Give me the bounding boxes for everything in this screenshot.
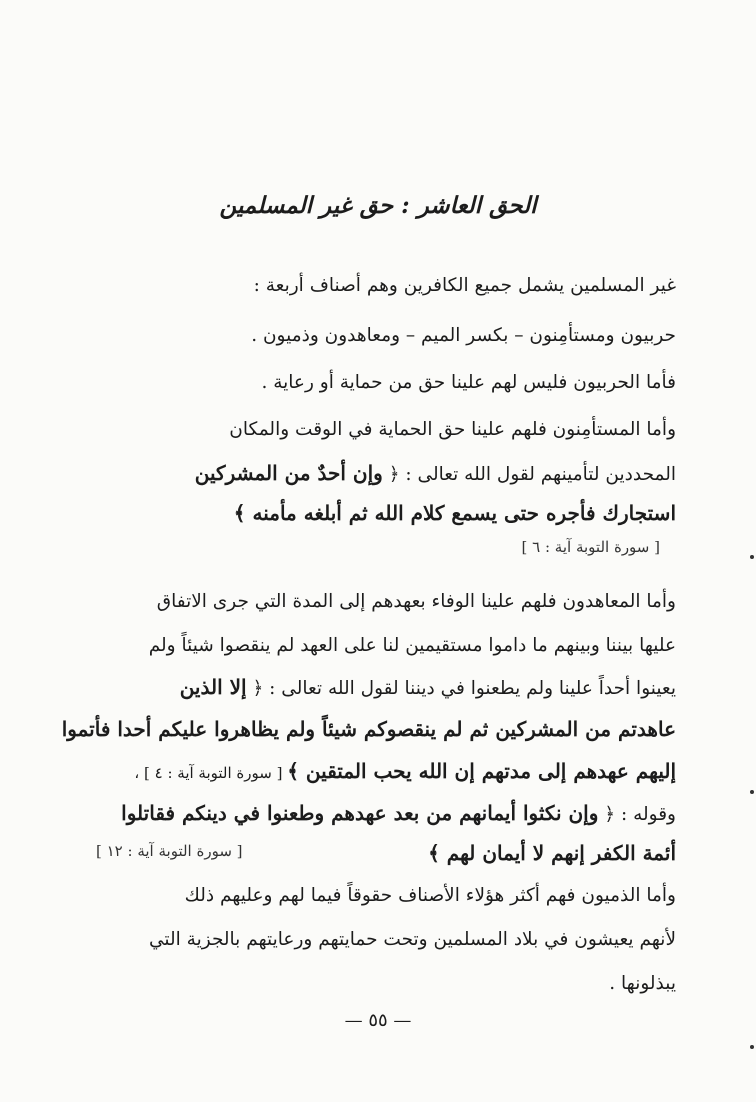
paragraph-line: يبذلونها . — [609, 973, 676, 994]
quran-verse: وإن نكثوا أيمانهم من بعد عهدهم وطعنوا في دينكم فقاتلوا — [121, 801, 599, 825]
paragraph-line: وأما المعاهدون فلهم علينا الوفاء بعهدهم إلى المدة التي جرى الاتفاق — [156, 591, 676, 612]
paragraph-line: وأما الذميون فهم أكثر هؤلاء الأصناف حقوقاً فيما لهم وعليهم ذلك — [184, 885, 676, 906]
quran-verse: إلا الذين — [179, 675, 247, 699]
paragraph-line: عليها بيننا وبينهم ما داموا مستقيمين لنا على العهد لم ينقصوا شيئاً ولم — [148, 635, 676, 656]
line-text: يعينوا أحداً علينا ولم يطعنوا في ديننا لقول الله تعالى : ﴿ — [246, 678, 676, 699]
scan-speck — [750, 790, 754, 794]
paragraph-line: حربيون ومستأمِنون – بكسر الميم – ومعاهدون وذميون . — [251, 325, 676, 346]
scan-speck — [750, 1045, 754, 1049]
paragraph-line: وأما المستأمِنون فلهم علينا حق الحماية في الوقت والمكان — [229, 419, 676, 440]
line-text: وقوله : ﴿ — [598, 804, 676, 825]
paragraph-line: لأنهم يعيشون في بلاد المسلمين وتحت حمايتهم ورعايتهم بالجزية التي — [149, 929, 676, 950]
line-text: المحددين لتأمينهم لقول الله تعالى : ﴿ — [382, 464, 676, 485]
paragraph-line: فأما الحربيون فليس لهم علينا حق من حماية أو رعاية . — [261, 372, 676, 393]
quran-verse: عاهدتم من المشركين ثم لم ينقصوكم شيئاً ولم يظاهروا عليكم أحدا فأتموا — [61, 717, 676, 741]
paragraph-line: غير المسلمين يشمل جميع الكافرين وهم أصناف أربعة : — [253, 275, 676, 296]
quran-verse: استجارك فأجره حتى يسمع كلام الله ثم أبلغه مأمنه ﴾ — [233, 501, 676, 525]
citation: [ سورة التوبة آية : ٦ ] — [521, 538, 660, 556]
citation: [ سورة التوبة آية : ١٢ ] — [96, 842, 243, 860]
paragraph-line — [76, 664, 676, 712]
quran-verse: أئمة الكفر إنهم لا أيمان لهم ﴾ — [428, 841, 676, 865]
quran-verse: إليهم عهدهم إلى مدتهم إن الله يحب المتقين ﴾ — [287, 759, 676, 783]
page-number: — ٥٥ — — [344, 1010, 412, 1031]
citation: [ سورة التوبة آية : ٤ ] ، — [134, 764, 288, 782]
page-title: الحق العاشر : حق غير المسلمين — [219, 192, 537, 219]
scan-speck — [750, 555, 754, 559]
quran-verse: وإن أحدٌ من المشركين — [194, 461, 383, 485]
